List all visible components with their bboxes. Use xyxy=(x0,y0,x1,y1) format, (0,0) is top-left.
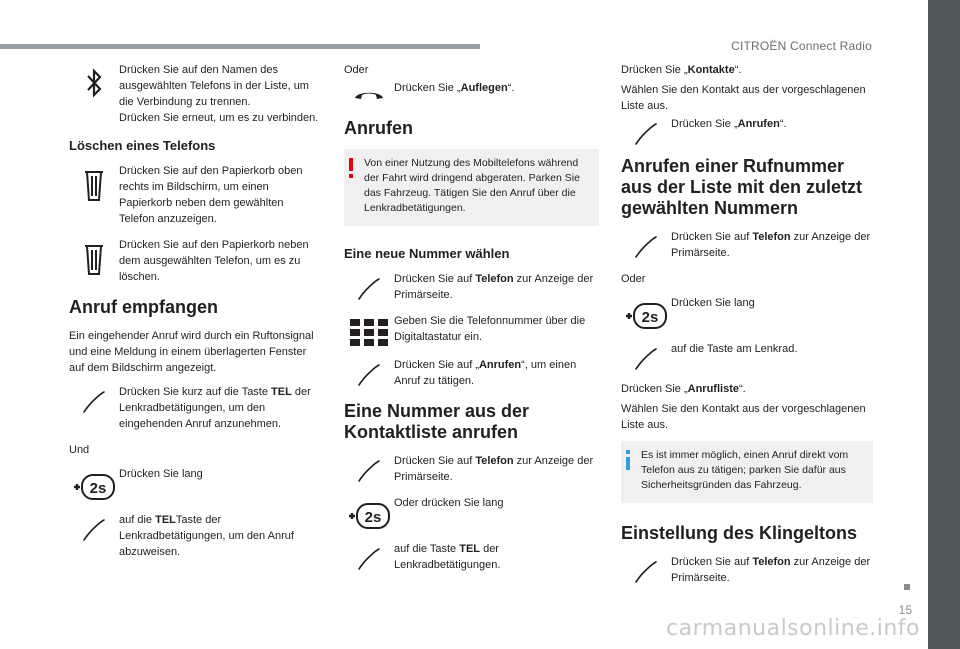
choose-contact-text: Wählen Sie den Kontakt aus der vorgeschlagenen Liste aus. xyxy=(621,84,866,112)
trash-icon xyxy=(69,163,119,203)
watermark: carmanualsonline.info xyxy=(666,616,920,641)
ringtone-step-1: Drücken Sie auf Telefon zur Anzeige der Primärseite. xyxy=(671,556,871,584)
tap-icon xyxy=(621,116,671,146)
delete-step-2: Drücken Sie auf den Papierkorb neben dem ausgewählten Telefon, um es zu löschen. xyxy=(119,239,309,283)
page-number: 15 xyxy=(898,603,912,617)
top-rule xyxy=(0,44,480,49)
oder-label: Oder xyxy=(621,273,646,285)
svg-text:2s: 2s xyxy=(89,480,107,497)
dial-step-3: Drücken Sie auf „Anrufen“, um einen Anruf zu tätigen. xyxy=(394,359,577,387)
und-label: Und xyxy=(69,444,90,456)
info-text: Es ist immer möglich, einen Anruf direkt vom Telefon aus zu tätigen; parken Sie dafür aus Sicherheitsgründen das Fahrzeug. xyxy=(641,449,849,491)
choose-contact-text-2: Wählen Sie den Kontakt aus der vorgeschlagenen Liste aus. xyxy=(621,403,866,431)
tap-icon xyxy=(621,229,671,259)
reconnect-text: Drücken Sie erneut, um es zu verbinden. xyxy=(119,112,319,124)
delete-step-1: Drücken Sie auf den Papierkorb oben rechts im Bildschirm, um einen Papierkorb neben dem gewählten Telefon anzuzeigen. xyxy=(119,165,303,225)
anrufen-text: Drücken Sie „Anrufen“. xyxy=(671,118,787,130)
keypad-icon xyxy=(344,313,394,347)
tap-icon xyxy=(344,453,394,483)
instruction-row xyxy=(69,163,321,227)
recent-step-1: Drücken Sie auf Telefon zur Anzeige der Primärseite. xyxy=(671,231,871,259)
svg-text:2s: 2s xyxy=(641,309,659,326)
tap-icon xyxy=(69,384,119,414)
long-press-text: Drücken Sie lang xyxy=(119,468,203,480)
anrufliste-text: Drücken Sie „Anrufliste“. xyxy=(621,383,746,395)
contact-step-3: auf die Taste TEL der Lenkradbetätigungen. xyxy=(394,543,501,571)
instruction-row xyxy=(621,229,873,261)
tap-icon xyxy=(344,541,394,571)
oder-label: Oder xyxy=(344,64,369,76)
receive-call-heading: Anruf empfangen xyxy=(69,297,219,317)
dial-number-heading: Eine neue Nummer wählen xyxy=(344,246,510,261)
instruction-row xyxy=(621,295,873,331)
instruction-row xyxy=(69,237,321,285)
tap-icon xyxy=(69,512,119,542)
instruction-row xyxy=(344,271,599,303)
long-press-2s-icon xyxy=(344,495,394,531)
steering-text: auf die Taste am Lenkrad. xyxy=(671,343,798,355)
trash-icon xyxy=(69,237,119,277)
long-press-2s-icon xyxy=(621,295,671,331)
instruction-row xyxy=(344,313,599,347)
delete-phone-heading: Löschen eines Telefons xyxy=(69,138,216,153)
instruction-row xyxy=(621,116,873,146)
instruction-row xyxy=(344,495,599,531)
warning-box xyxy=(344,149,599,226)
instruction-row xyxy=(344,357,599,389)
tap-icon xyxy=(344,271,394,301)
brand-header: CITROËN Connect Radio xyxy=(731,39,872,53)
long-press-text: Drücken Sie lang xyxy=(671,297,755,309)
receive-call-paragraph: Ein eingehender Anruf wird durch ein Ruftonsignal und eine Meldung in einem überlagerten Fenster auf dem Bildschirm angezeigt. xyxy=(69,330,314,374)
contact-step-1: Drücken Sie auf Telefon zur Anzeige der Primärseite. xyxy=(394,455,594,483)
dial-step-1: Drücken Sie auf Telefon zur Anzeige der Primärseite. xyxy=(394,273,594,301)
contact-list-heading: Eine Nummer aus der Kontaktliste anrufen xyxy=(344,401,530,442)
warning-text: Von einer Nutzung des Mobiltelefons während der Fahrt wird dringend abgeraten. Parken Sie das Fahrzeug. Tätigen Sie den Anruf über die Lenkradbetätigungen. xyxy=(364,157,580,214)
page-sidebar xyxy=(928,0,960,649)
column-2 xyxy=(344,62,599,583)
instruction-row xyxy=(69,512,321,560)
instruction-row xyxy=(344,453,599,485)
instruction-row xyxy=(621,554,873,586)
info-icon xyxy=(625,450,631,470)
hang-up-text: Drücken Sie „Auflegen“. xyxy=(394,82,515,94)
contact-step-2: Oder drücken Sie lang xyxy=(394,497,504,509)
disconnect-text: Drücken Sie auf den Namen des ausgewählten Telefons in der Liste, um die Verbindung zu trennen. xyxy=(119,64,309,108)
kontakte-text: Drücken Sie „Kontakte“. xyxy=(621,64,742,76)
instruction-row xyxy=(344,80,599,102)
tap-icon xyxy=(344,357,394,387)
reject-call-text: auf die TELTaste der Lenkradbetätigungen, um den Anruf abzuweisen. xyxy=(119,514,294,558)
warning-icon xyxy=(348,158,354,178)
svg-text:2s: 2s xyxy=(364,509,382,526)
column-3 xyxy=(621,62,873,596)
instruction-row xyxy=(621,341,873,371)
bluetooth-icon xyxy=(69,62,119,98)
accept-call-text: Drücken Sie kurz auf die Taste TEL der Lenkradbetätigungen, um den eingehenden Anruf anzunehmen. xyxy=(119,386,311,430)
tap-icon xyxy=(621,554,671,584)
info-box xyxy=(621,441,873,503)
dial-step-2: Geben Sie die Telefonnummer über die Digitaltastatur ein. xyxy=(394,315,586,343)
tap-icon xyxy=(621,341,671,371)
hang-up-icon xyxy=(344,80,394,102)
ringtone-heading: Einstellung des Klingeltons xyxy=(621,523,858,543)
column-1 xyxy=(69,62,321,570)
instruction-row xyxy=(69,466,321,502)
recent-calls-heading: Anrufen einer Rufnummer aus der Liste mit den zuletzt gewählten Nummern xyxy=(621,156,863,218)
instruction-row xyxy=(69,384,321,432)
long-press-2s-icon xyxy=(69,466,119,502)
call-heading: Anrufen xyxy=(344,118,413,138)
continue-square-icon xyxy=(904,584,910,590)
instruction-row xyxy=(69,62,321,126)
instruction-row xyxy=(344,541,599,573)
